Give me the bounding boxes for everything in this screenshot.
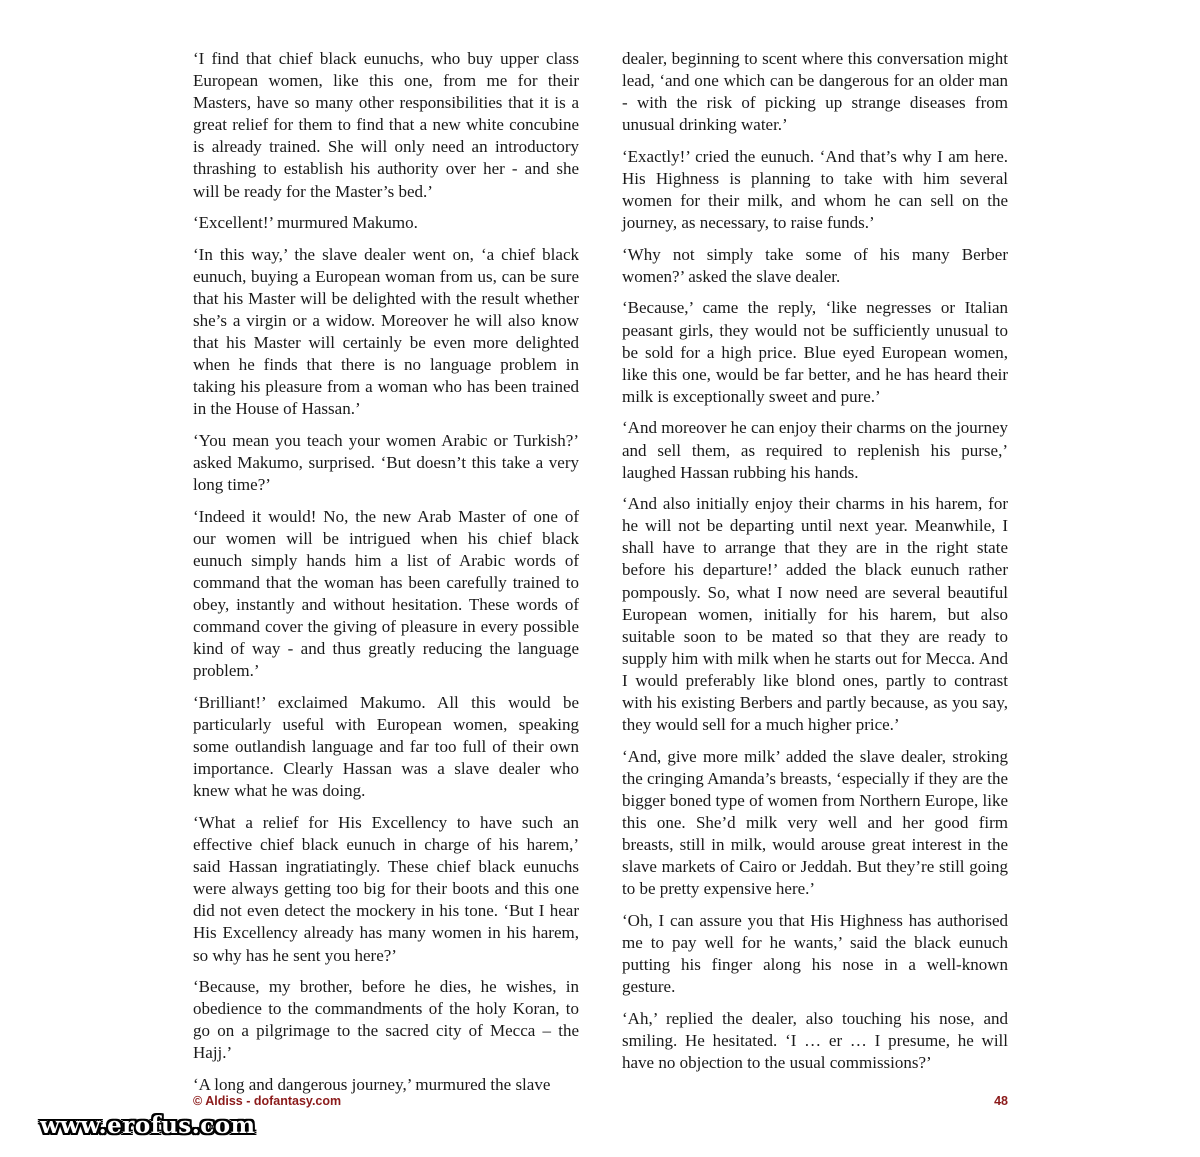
paragraph: ‘Why not simply take some of his many Berber women?’ asked the slave dealer. bbox=[622, 244, 1008, 286]
paragraph: ‘Excellent!’ murmured Makumo. bbox=[193, 213, 418, 233]
paragraph: ‘What a relief for His Excellency to have such an effective chief black eunuch in charge of his harem,’ said Hassan ingratiatingly. These chief black eunuchs were always getting too big for their boots and this one did not even detect the mockery in his tone. ‘But I hear His Excellency already has many women in his harem, so why has he sent you here?’ bbox=[193, 813, 579, 965]
paragraph: ‘Brilliant!’ exclaimed Makumo. All this would be particularly useful with European women, speaking some outlandish language and far too full of their own importance. Clearly Hassan was a slave dealer who knew what he was doing. bbox=[193, 693, 579, 801]
paragraph: ‘A long and dangerous journey,’ murmured the slave bbox=[193, 1075, 551, 1095]
paragraph: ‘Oh, I can assure you that His Highness has authorised me to pay well for he wants,’ said the black eunuch putting his finger along his nose in a well-known gesture. bbox=[622, 910, 1008, 997]
paragraph: ‘You mean you teach your women Arabic or Turkish?’ asked Makumo, surprised. ‘But doesn’t this take a very long time?’ bbox=[193, 431, 579, 495]
paragraph: dealer, beginning to scent where this conversation might lead, ‘and one which can be dangerous for an older man - with the risk of picking up strange diseases from unusual drinking water.’ bbox=[622, 49, 1008, 135]
left-text-column bbox=[193, 48, 579, 1106]
page-number: 48 bbox=[994, 1094, 1008, 1108]
paragraph: ‘Indeed it would! No, the new Arab Master of one of our women will be intrigued when his chief black eunuch simply hands him a list of Arabic words of command that the woman has been carefully trained to obey, instantly and without hesitation. These words of command cover the giving of pleasure in every possible kind of way - and thus greatly reducing the language problem.’ bbox=[193, 506, 579, 681]
paragraph: ‘Ah,’ replied the dealer, also touching his nose, and smiling. He hesitated. ‘I … er … I presume, he will have no objection to the usual commissions?’ bbox=[622, 1008, 1008, 1072]
paragraph: ‘In this way,’ the slave dealer went on, ‘a chief black eunuch, buying a European woman from us, can be sure that his Master will be delighted with the result whether she’s a virgin or a widow. Moreover he will also know that his Master will certainly be even more delighted when he finds that there is no language problem in taking his pleasure from a woman who has been trained in the House of Hassan.’ bbox=[193, 244, 579, 419]
right-text-column bbox=[622, 48, 1008, 1084]
paragraph: ‘And also initially enjoy their charms in his harem, for he will not be departing until next year. Meanwhile, I shall have to arrange that they are in the right state before his departure!’ added the black eunuch rather pompously. So, what I now need are several beautiful European women, initially for his harem, but also suitable soon to be mated so that they are ready to supply him with milk when he starts out for Mecca. And I would preferably like blond ones, partly to contrast with his existing Berbers and partly because, as you say, they would sell for a much higher price.’ bbox=[622, 494, 1008, 735]
watermark-text: www.erofus.com bbox=[40, 1112, 256, 1139]
footer-copyright: © Aldiss - dofantasy.com bbox=[193, 1094, 342, 1108]
paragraph: ‘Because,’ came the reply, ‘like negresses or Italian peasant girls, they would not be sufficiently unusual to be sold for a high price. Blue eyed European women, like this one, would be far better, and he has heard their milk is exceptionally sweet and pure.’ bbox=[622, 298, 1008, 406]
paragraph: ‘I find that chief black eunuchs, who buy upper class European women, like this one, from me for their Masters, have so many other responsibilities that it is a great relief for them to find that a new white concubine is already trained. She will only need an introductory thrashing to establish his authority over her - and she will be ready for the Master’s bed.’ bbox=[193, 49, 579, 201]
paragraph: ‘Because, my brother, before he dies, he wishes, in obedience to the commandments of the holy Koran, to go on a pilgrimage to the sacred city of Mecca – the Hajj.’ bbox=[193, 977, 579, 1063]
paragraph: ‘And, give more milk’ added the slave dealer, stroking the cringing Amanda’s breasts, ‘especially if they are the bigger boned type of women from Northern Europe, like this one. She’d milk very well and her good firm breasts, still in milk, would arouse great interest in the slave markets of Cairo or Jeddah. But they’re still going to be pretty expensive here.’ bbox=[622, 746, 1008, 899]
paragraph: ‘Exactly!’ cried the eunuch. ‘And that’s why I am here. His Highness is planning to take with him several women for their milk, and whom he can sell on the journey, as necessary, to raise funds.’ bbox=[622, 146, 1008, 233]
paragraph: ‘And moreover he can enjoy their charms on the journey and sell them, as required to replenish his purse,’ laughed Hassan rubbing his hands. bbox=[622, 418, 1008, 482]
